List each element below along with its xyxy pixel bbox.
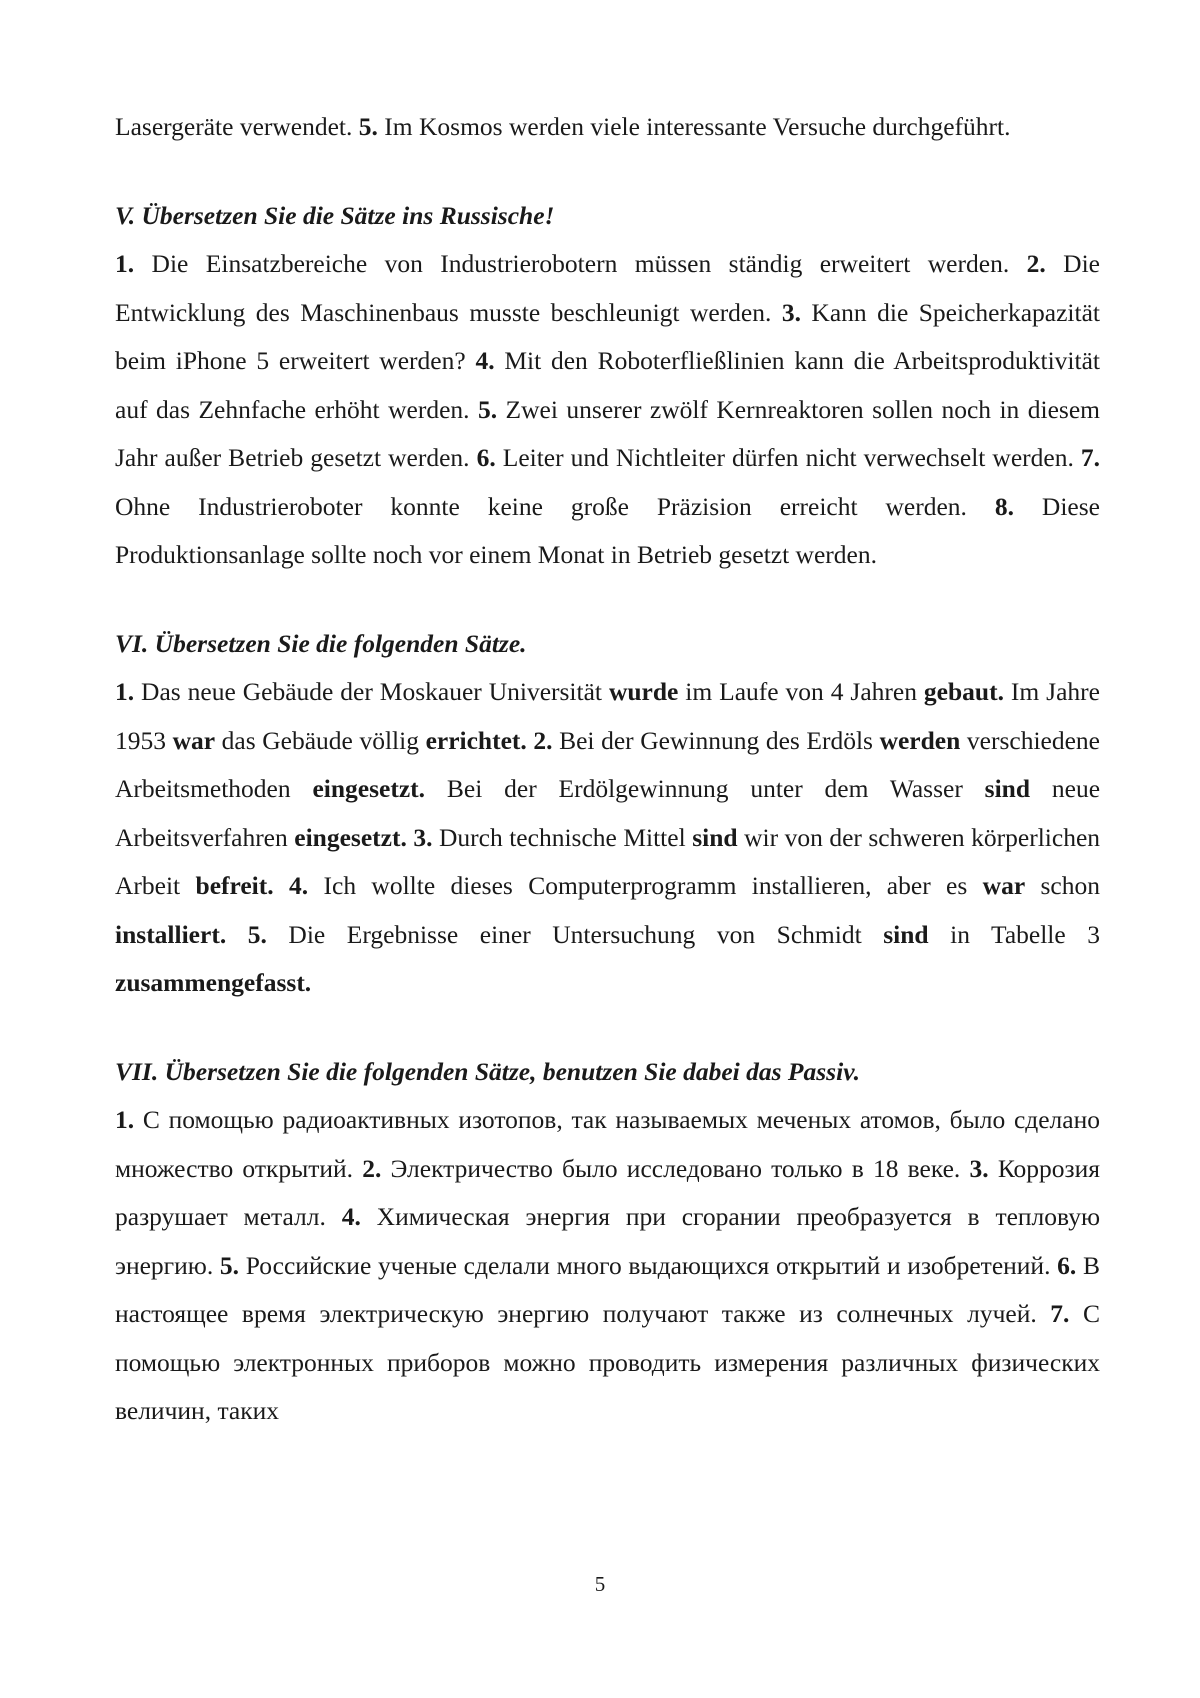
section-vii-paragraph: [115, 1096, 1100, 1436]
text-run: Das neue Gebäude der Moskauer Universität: [134, 677, 609, 706]
text-run: Lasergeräte verwendet.: [115, 112, 359, 141]
item-number: 3.: [969, 1153, 989, 1183]
section-vii: [115, 1048, 1100, 1436]
item-number: 5.: [477, 394, 498, 424]
bold-verb: war: [172, 725, 216, 755]
section-v-paragraph: [115, 240, 1100, 580]
text-run: Die Ergebnisse einer Untersuchung von Schmidt: [266, 919, 884, 949]
text-run: das Gebäude völlig: [215, 725, 426, 755]
bold-verb: eingesetzt.: [312, 774, 426, 803]
bold-verb: eingesetzt.: [294, 822, 407, 852]
bold-verb: werden: [879, 725, 961, 755]
section-v: [115, 192, 1100, 580]
bold-verb: befreit.: [195, 871, 274, 900]
item-number: 6.: [1057, 1250, 1077, 1280]
text-run: [226, 920, 248, 949]
text-run: in Tabelle 3: [928, 919, 1101, 949]
bold-verb: zusammengefasst.: [115, 968, 312, 997]
bold-verb: sind: [692, 822, 738, 852]
text-run: Ich wollte dieses Computerprogramm installieren, aber es: [308, 871, 983, 900]
item-number: 3.: [413, 822, 433, 852]
sentence: Mit den Roboterfließlinien kann die Arbeitsproduktivität auf das Zehnfache erhöht werden.: [115, 346, 1100, 424]
text-run: schon: [1025, 871, 1100, 900]
item-number: 4.: [341, 1202, 361, 1231]
sentence: Die Entwicklung des Maschinenbaus musste beschleunigt werden.: [115, 249, 1100, 327]
text-run: neue Arbeitsverfahren: [115, 774, 1101, 852]
section-vi-heading: VI. Übersetzen Sie die folgenden Sätze.: [115, 628, 527, 658]
bold-verb: war: [982, 871, 1026, 900]
sentence: Kann die Speicherkapazität beim iPhone 5 erweitert werden?: [115, 297, 1100, 375]
item-number: 5.: [358, 112, 378, 141]
sentence: Die Einsatzbereiche von Industrierobotern müssen ständig erweitert werden.: [134, 249, 1027, 278]
sentence: Электричество было исследовано только в 18 веке.: [381, 1153, 970, 1183]
text-run: Bei der Erdölgewinnung unter dem Wasser: [425, 774, 985, 803]
bold-verb: gebaut.: [923, 677, 1004, 706]
sentence: Diese Produktionsanlage sollte noch vor einem Monat in Betrieb gesetzt werden.: [115, 491, 1100, 569]
bold-verb: wurde: [608, 677, 679, 706]
item-number: 8.: [994, 491, 1014, 521]
item-number: 1.: [115, 677, 135, 706]
sentence: Коррозия разрушает металл.: [115, 1153, 1100, 1231]
sentence: Leiter und Nichtleiter dürfen nicht verwechselt werden.: [495, 443, 1081, 472]
bold-verb: sind: [883, 919, 929, 949]
item-number: 7.: [1080, 443, 1101, 472]
section-vi-paragraph: [115, 668, 1100, 1008]
item-number: 2.: [362, 1153, 382, 1183]
item-number: 2.: [1026, 249, 1046, 278]
sentence: Zwei unserer zwölf Kernreaktoren sollen noch in diesem Jahr außer Betrieb gesetzt werden.: [115, 394, 1100, 472]
item-number: 1.: [115, 249, 135, 278]
sentence: С помощью электронных приборов можно проводить измерения различных физических величин, таких: [115, 1299, 1100, 1425]
text-run: Bei der Gewinnung des Erdöls: [552, 725, 880, 755]
bold-verb: installiert.: [115, 919, 227, 949]
sentence: Российские ученые сделали много выдающихся открытий и изобретений.: [239, 1250, 1058, 1280]
item-number: 4.: [289, 871, 309, 900]
item-number: 4.: [475, 346, 495, 375]
item-number: 2.: [533, 725, 553, 755]
sentence: В настоящее время электрическую энергию получают также из солнечных лучей.: [115, 1250, 1100, 1328]
sentence: Ohne Industrieroboter konnte keine große Präzision erreicht werden.: [115, 491, 995, 521]
page-number: 5: [594, 1572, 606, 1596]
bold-verb: errichtet.: [425, 725, 527, 755]
section-vi: [115, 620, 1100, 1008]
text-run: Im Jahre 1953: [115, 677, 1100, 755]
item-number: 5.: [219, 1250, 240, 1280]
item-number: 7.: [1050, 1299, 1070, 1328]
text-run: im Laufe von 4 Jahren: [678, 677, 924, 706]
item-number: 1.: [115, 1105, 135, 1134]
item-number: 6.: [476, 443, 496, 472]
intro-paragraph: [115, 103, 1100, 152]
text-run: [274, 871, 289, 900]
section-vii-heading: VII. Übersetzen Sie die folgenden Sätze, benutzen Sie dabei das Passiv.: [115, 1056, 860, 1086]
text-run: Im Kosmos werden viele interessante Versuche durchgeführt.: [377, 112, 1011, 141]
sentence: Химическая энергия при сгорании преобразуется в тепловую энергию.: [115, 1202, 1100, 1280]
sentence: С помощью радиоактивных изотопов, так называемых меченых атомов, было сделано множество открытий.: [115, 1105, 1100, 1183]
item-number: 3.: [781, 297, 801, 327]
item-number: 5.: [247, 919, 267, 949]
bold-verb: sind: [984, 774, 1031, 803]
section-v-heading: V. Übersetzen Sie die Sätze ins Russische!: [115, 200, 555, 230]
text-run: Durch technische Mittel: [432, 822, 693, 852]
text-run: wir von der schweren körperlichen Arbeit: [115, 822, 1101, 900]
text-run: verschiedene Arbeitsmethoden: [115, 725, 1100, 803]
page-content: [115, 103, 1100, 1436]
